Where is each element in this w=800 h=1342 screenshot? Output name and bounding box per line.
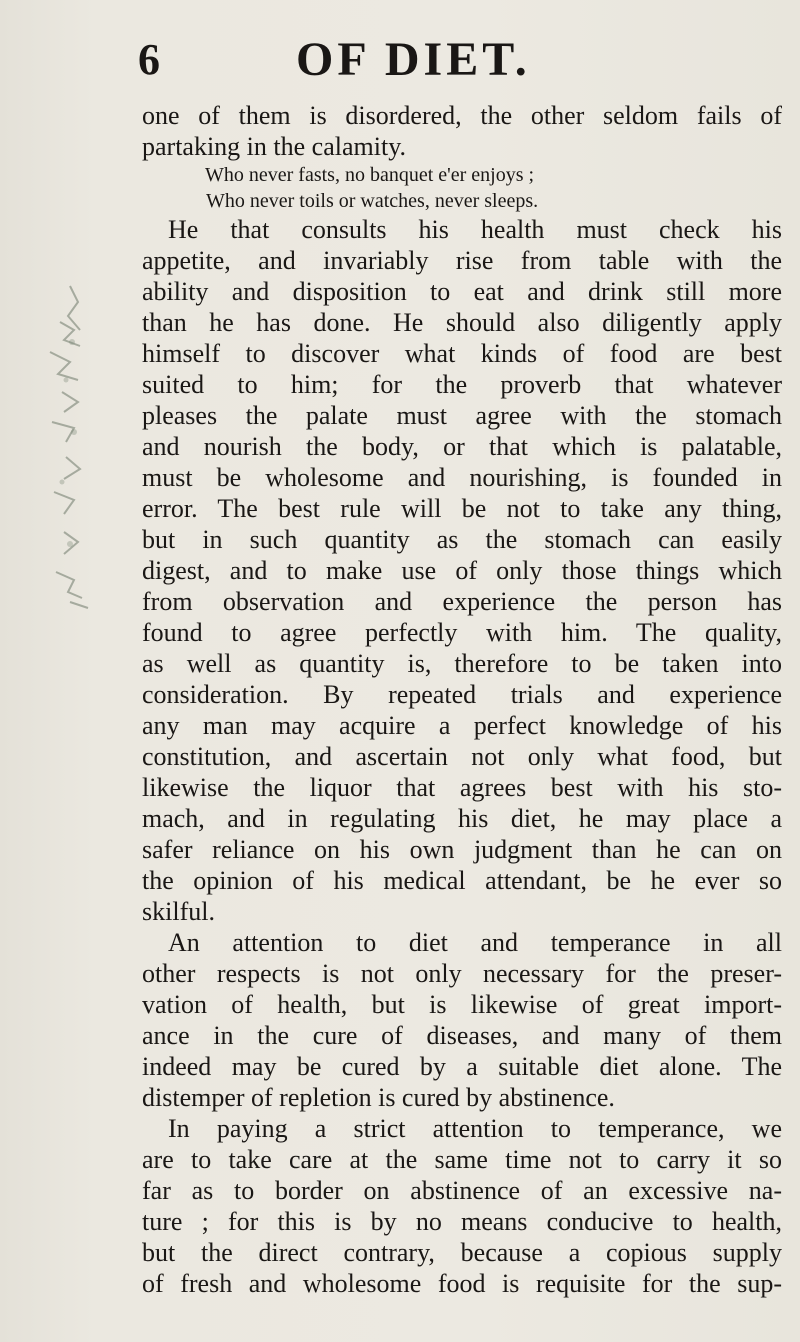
text-line: any man may acquire a perfect knowledge of his	[142, 711, 782, 740]
text-line: one of them is disordered, the other seldom fails of	[142, 101, 782, 130]
text-line: In paying a strict attention to temperance, we	[168, 1114, 782, 1143]
text-line: found to agree perfectly with him. The quality,	[142, 618, 782, 647]
page-number: 6	[138, 35, 161, 84]
text-line: must be wholesome and nourishing, is founded in	[142, 463, 782, 492]
text-line: indeed may be cured by a suitable diet alone. The	[142, 1052, 782, 1081]
text-line: and nourish the body, or that which is palatable,	[142, 432, 782, 461]
text-line: far as to border on abstinence of an excessive na-	[142, 1176, 782, 1205]
text-line: ability and disposition to eat and drink still more	[142, 277, 782, 306]
text-line: error. The best rule will be not to take any thing,	[142, 494, 782, 523]
verse-line: Who never fasts, no banquet e'er enjoys ;	[205, 164, 535, 186]
text-line: as well as quantity is, therefore to be taken into	[142, 649, 782, 678]
text-line: from observation and experience the person has	[142, 587, 782, 616]
text-line: constitution, and ascertain not only what food, but	[142, 742, 782, 771]
text-line: of fresh and wholesome food is requisite for the sup-	[142, 1269, 782, 1298]
text-line: consideration. By repeated trials and experience	[142, 680, 782, 709]
page-header	[0, 32, 800, 92]
text-line: An attention to diet and temperance in all	[168, 928, 782, 957]
text-line: than he has done. He should also diligently apply	[142, 308, 782, 337]
text-line: partaking in the calamity.	[142, 132, 406, 161]
verse-line: Who never toils or watches, never sleeps.	[206, 190, 539, 212]
text-line: himself to discover what kinds of food are best	[142, 339, 782, 368]
text-line: mach, and in regulating his diet, he may place a	[142, 804, 782, 833]
text-line: vation of health, but is likewise of great import-	[142, 990, 782, 1019]
text-line: distemper of repletion is cured by abstinence.	[142, 1083, 615, 1112]
text-line: but the direct contrary, because a copious supply	[142, 1238, 782, 1267]
text-line: the opinion of his medical attendant, be he ever so	[142, 866, 782, 895]
text-line: digest, and to make use of only those things which	[142, 556, 782, 585]
text-line: but in such quantity as the stomach can easily	[142, 525, 782, 554]
margin-ornament-icon	[40, 282, 130, 622]
text-line: safer reliance on his own judgment than he can on	[142, 835, 782, 864]
text-line: suited to him; for the proverb that whatever	[142, 370, 782, 399]
text-line: He that consults his health must check his	[168, 215, 782, 244]
body-text	[142, 100, 782, 1299]
text-line: pleases the palate must agree with the stomach	[142, 401, 782, 430]
text-line: other respects is not only necessary for the preser-	[142, 959, 782, 988]
text-line: likewise the liquor that agrees best with his sto-	[142, 773, 782, 802]
running-head: OF DIET.	[296, 33, 531, 86]
text-line: are to take care at the same time not to carry it so	[142, 1145, 782, 1174]
text-line: appetite, and invariably rise from table with the	[142, 246, 782, 275]
text-line: skilful.	[142, 897, 215, 926]
text-line: ture ; for this is by no means conducive to health,	[142, 1207, 782, 1236]
text-line: ance in the cure of diseases, and many of them	[142, 1021, 782, 1050]
